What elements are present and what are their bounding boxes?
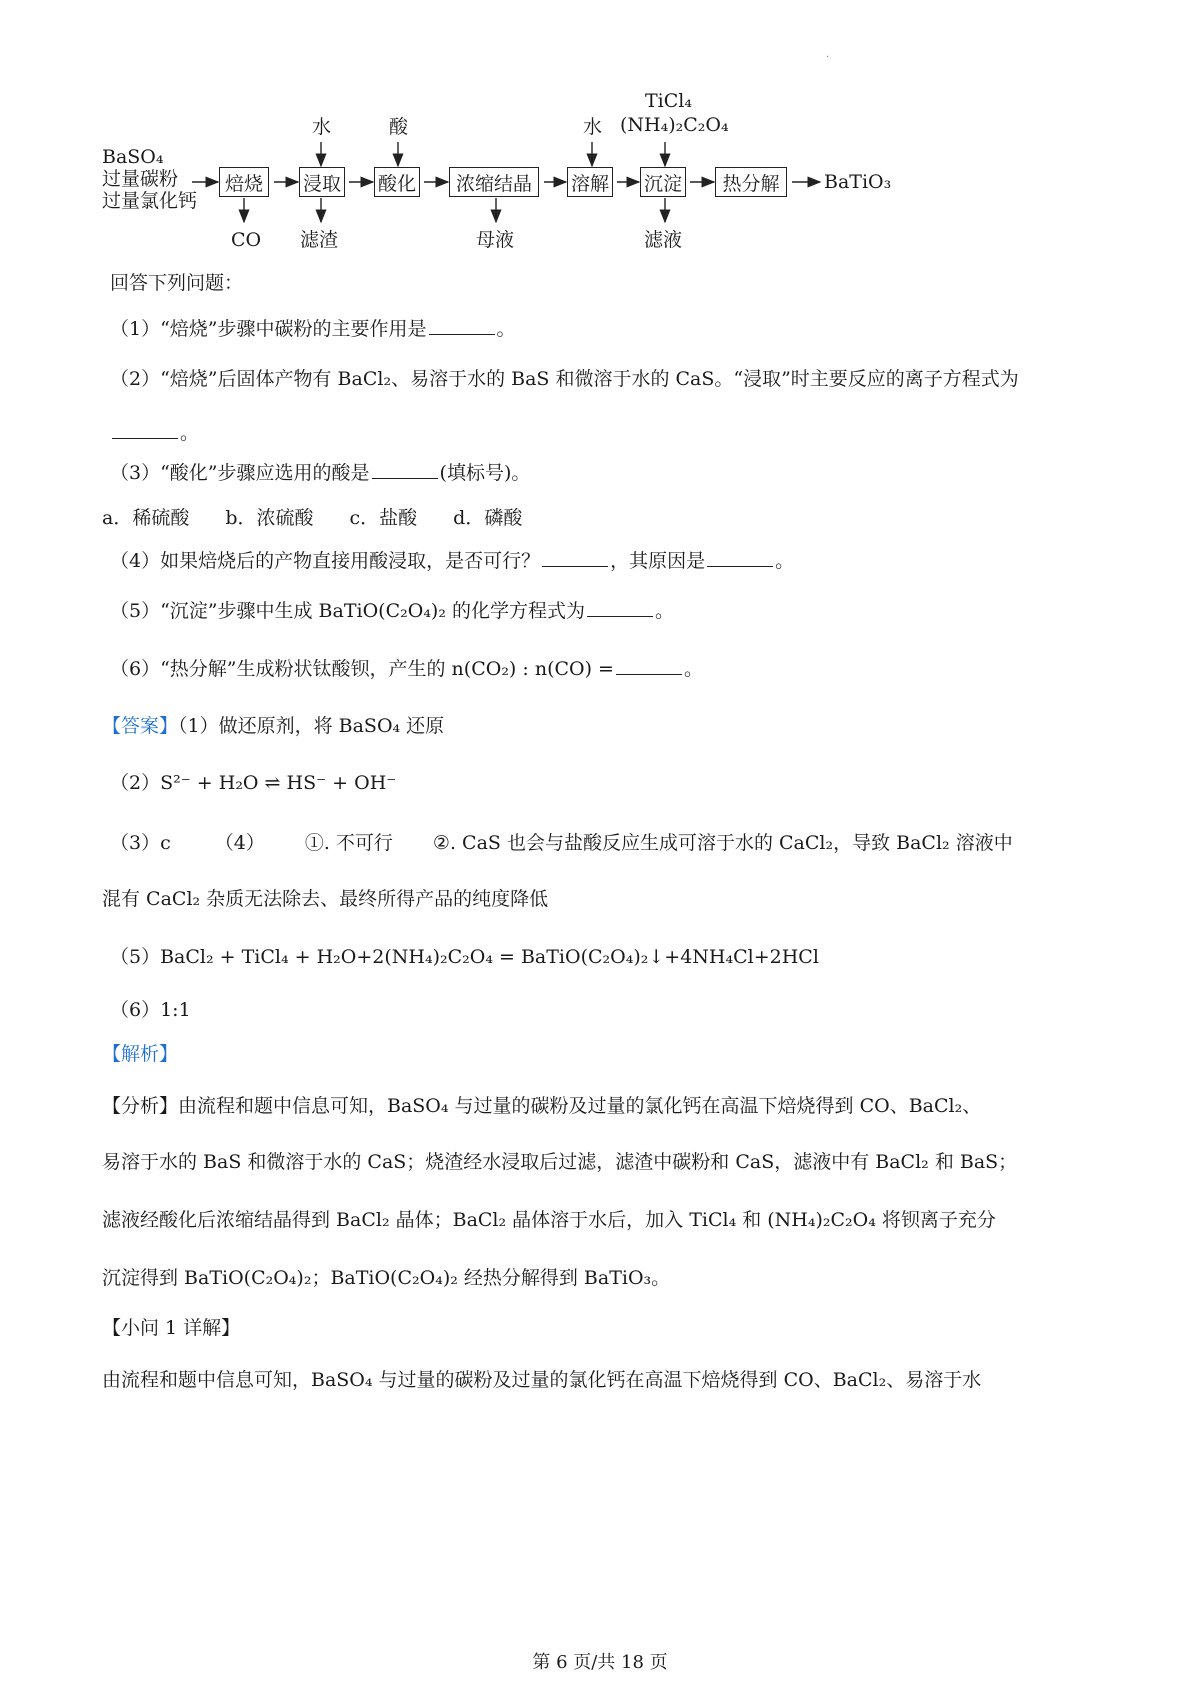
subquestion-1-text: 由流程和题中信息可知，BaSO₄ 与过量的碳粉及过量的氯化钙在高温下焙烧得到 CO、BaCl₂、易溶于水 [102,1369,982,1391]
answer-line-1 [102,713,444,740]
option-c: c．盐酸 [349,507,418,529]
scan-dot: · [826,52,830,63]
answer-3: （3）c [110,832,171,854]
question-3-end: (填标号)。 [439,462,531,484]
question-6-text: （6）“热分解”生成粉状钛酸钡，产生的 n(CO₂) : n(CO) = [110,658,614,680]
question-3-text: （3）“酸化”步骤应选用的酸是 [110,462,370,484]
answer-2: （2）S²⁻ + H₂O ⇌ HS⁻ + OH⁻ [110,772,397,794]
question-5-text: （5）“沉淀”步骤中生成 BaTiO(C₂O₄)₂ 的化学方程式为 [110,600,586,622]
question-1-text: （1）“焙烧”步骤中碳粉的主要作用是 [110,318,427,340]
subquestion-1-tag: 【小问 1 详解】 [102,1317,241,1339]
analysis-line-3: 滤液经酸化后浓缩结晶得到 BaCl₂ 晶体；BaCl₂ 晶体溶于水后，加入 TiCl₄ 和 (NH₄)₂C₂O₄ 将钡离子充分 [102,1209,996,1231]
question-5 [110,598,674,625]
step-acidify: 酸化 [374,167,420,197]
reagent-water-2: 水 [583,116,603,138]
step-roast: 焙烧 [219,167,269,197]
question-6-end: 。 [683,658,703,680]
process-flow-diagram [100,90,980,280]
question-5-end: 。 [655,600,675,622]
reagent-ticl4: TiCl₄ [645,90,692,112]
question-6 [110,656,703,683]
question-2-end: 。 [180,422,200,444]
answer-4-continued: 混有 CaCl₂ 杂质无法除去、最终所得产品的纯度降低 [102,888,549,910]
answer-blank [587,615,653,617]
question-2-continued [110,420,199,447]
option-d: d．磷酸 [453,507,523,529]
input-baso4: BaSO₄ [102,146,164,168]
option-b: b．浓硫酸 [225,507,314,529]
answer-blank [616,673,682,675]
analysis-tag: 【解析】 [102,1043,179,1065]
answer-blank [429,333,495,335]
answer-5: （5）BaCl₂ + TiCl₄ + H₂O+2(NH₄)₂C₂O₄ = BaTiO(C₂O₄)₂↓+4NH₄Cl+2HCl [110,946,819,968]
byproduct-residue: 滤渣 [300,229,339,251]
byproduct-mother-liquor: 母液 [476,229,515,251]
question-4-end: 。 [775,550,795,572]
question-4-middle: ，其原因是 [610,550,706,572]
question-1-end: 。 [496,318,516,340]
reagent-water-1: 水 [312,116,332,138]
input-cacl2: 过量氯化钙 [102,190,198,212]
step-leach: 浸取 [299,167,345,197]
analysis-line-4: 沉淀得到 BaTiO(C₂O₄)₂；BaTiO(C₂O₄)₂ 经热分解得到 BaTiO₃。 [102,1267,671,1289]
answer-4-part2: ②. CaS 也会与盐酸反应生成可溶于水的 CaCl₂，导致 BaCl₂ 溶液中 [432,832,1013,854]
answer-1: （1）做还原剂，将 BaSO₄ 还原 [178,715,445,737]
question-4 [110,548,794,575]
page-number: 第 6 页/共 18 页 [532,1652,668,1673]
byproduct-co: CO [231,229,262,251]
answer-4-head: （4） [214,832,265,854]
answer-tag: 【答案】 [102,715,179,737]
answer-blank [372,477,438,479]
byproduct-filtrate: 滤液 [644,229,683,251]
answer-blank [707,565,773,567]
analysis-line-1: 【分析】由流程和题中信息可知，BaSO₄ 与过量的碳粉及过量的氯化钙在高温下焙烧得到 CO、BaCl₂、 [102,1095,982,1117]
answer-4-part1: ①. 不可行 [304,832,393,854]
analysis-line-2: 易溶于水的 BaS 和微溶于水的 CaS；烧渣经水浸取后过滤，滤渣中碳粉和 CaS，滤液中有 BaCl₂ 和 BaS； [102,1151,1018,1173]
answer-line-3 [110,830,1013,857]
step-thermal-decompose: 热分解 [715,167,787,197]
answer-blank [112,437,178,439]
intro-text: 回答下列问题： [110,272,244,294]
reagent-acid: 酸 [389,116,409,138]
question-3-options [102,505,522,532]
question-1 [110,316,516,343]
step-dissolve: 溶解 [567,167,613,197]
step-precipitate: 沉淀 [640,167,686,197]
step-crystallize: 浓缩结晶 [449,167,539,197]
answer-6: （6）1:1 [110,999,191,1021]
question-2: （2）“焙烧”后固体产物有 BaCl₂、易溶于水的 BaS 和微溶于水的 CaS。“浸取”时主要反应的离子方程式为 [110,368,1019,390]
question-4-text: （4）如果焙烧后的产物直接用酸浸取，是否可行？ [110,550,541,572]
question-3 [110,460,530,487]
answer-blank [542,565,608,567]
option-a: a．稀硫酸 [102,507,190,529]
input-carbon: 过量碳粉 [102,168,179,190]
product-batio3: BaTiO₃ [824,171,892,193]
reagent-ammonium-oxalate: (NH₄)₂C₂O₄ [620,114,729,136]
